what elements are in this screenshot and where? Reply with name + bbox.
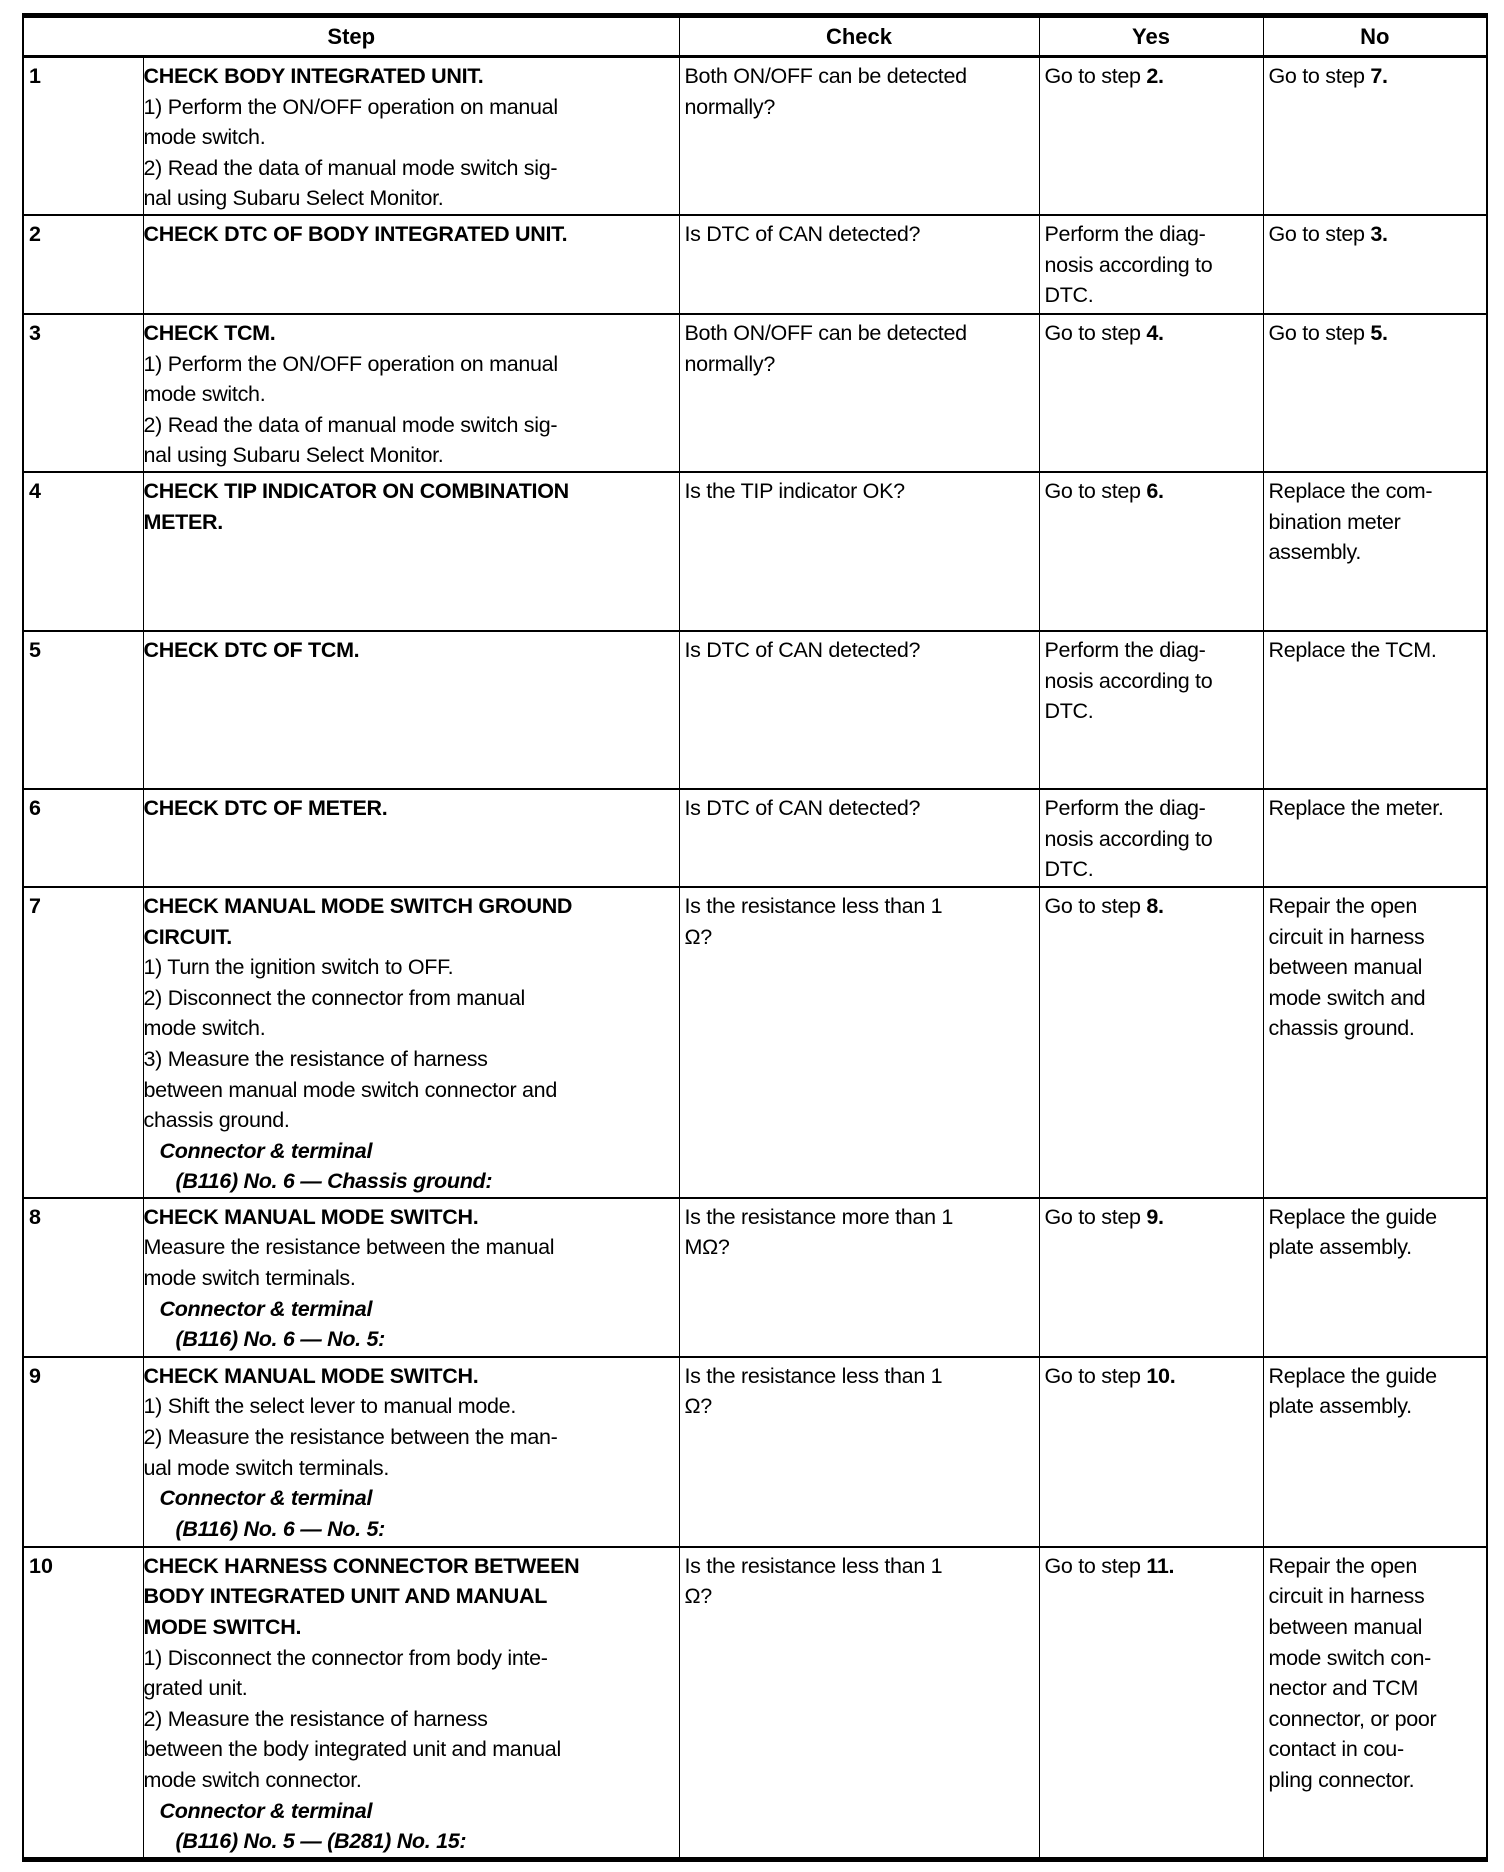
- step-cell: [143, 887, 679, 1198]
- step-line: 2) Measure the resistance of harness: [143, 1706, 488, 1731]
- header-no: No: [1263, 16, 1487, 57]
- yes-cell-line: [1045, 666, 1258, 697]
- check-line: Is DTC of CAN detected?: [684, 795, 921, 820]
- check-line: normally?: [684, 94, 776, 119]
- step-line: mode switch.: [143, 125, 266, 150]
- no-cell-text: nector and TCM: [1268, 1676, 1419, 1701]
- check-line: Is the TIP indicator OK?: [684, 478, 905, 503]
- step-line: Measure the resistance between the manual: [143, 1235, 555, 1260]
- no-cell-text: plate assembly.: [1268, 1235, 1412, 1260]
- check-cell: [679, 1547, 1039, 1859]
- check-cell: [679, 789, 1039, 887]
- no-cell-text: between manual: [1268, 955, 1423, 980]
- step-line: CHECK HARNESS CONNECTOR BETWEEN: [143, 1553, 580, 1578]
- yes-cell: [1039, 314, 1263, 472]
- check-cell: [679, 314, 1039, 472]
- step-line: (B116) No. 6 — No. 5:: [175, 1516, 386, 1541]
- no-cell-text: plate assembly.: [1268, 1394, 1412, 1419]
- step-line: Connector & terminal: [159, 1486, 373, 1511]
- yes-cell-line: [1045, 793, 1258, 824]
- header-check: Check: [679, 16, 1039, 57]
- table-row: [23, 57, 1487, 215]
- yes-cell-line: [1045, 696, 1258, 727]
- yes-cell-line: [1045, 280, 1258, 311]
- step-line: 2) Measure the resistance between the man-: [143, 1425, 558, 1450]
- no-cell: [1263, 631, 1487, 789]
- no-cell-line: [1269, 1202, 1482, 1233]
- step-line: 1) Disconnect the connector from body inte-: [143, 1645, 548, 1670]
- no-cell-line: [1269, 922, 1482, 953]
- step-cell: [143, 1547, 679, 1859]
- yes-cell-line: [1045, 318, 1258, 349]
- no-cell-text: contact in cou-: [1268, 1737, 1404, 1762]
- check-line: normally?: [684, 351, 776, 376]
- check-line: Both ON/OFF can be detected: [684, 320, 967, 345]
- no-cell-line: [1269, 1391, 1482, 1422]
- step-line: 2) Disconnect the connector from manual: [143, 985, 525, 1010]
- no-cell-line: [1269, 219, 1482, 250]
- no-cell-text: mode switch and: [1268, 985, 1426, 1010]
- diagnostic-table: [22, 13, 1488, 1862]
- step-cell: [143, 789, 679, 887]
- yes-cell-line: [1045, 219, 1258, 250]
- step-line: mode switch connector.: [143, 1768, 362, 1793]
- yes-cell-line: [1045, 1202, 1258, 1233]
- yes-cell-line: [1045, 61, 1258, 92]
- yes-cell-text: DTC.: [1044, 699, 1094, 724]
- table-row: [23, 1198, 1487, 1357]
- no-cell: [1263, 57, 1487, 215]
- yes-cell: [1039, 1198, 1263, 1357]
- table-row: [23, 887, 1487, 1198]
- no-cell-text: circuit in harness: [1268, 1584, 1425, 1609]
- step-line: nal using Subaru Select Monitor.: [143, 186, 444, 211]
- no-cell-text: Go to step: [1268, 221, 1371, 246]
- yes-cell-text: DTC.: [1044, 857, 1094, 882]
- no-cell-line: [1269, 1673, 1482, 1704]
- yes-cell-text: nosis according to: [1044, 826, 1213, 851]
- no-cell-text: assembly.: [1268, 540, 1361, 565]
- step-line: CHECK TCM.: [143, 320, 276, 345]
- yes-cell-text: Go to step: [1044, 320, 1147, 345]
- step-number: 7: [23, 887, 143, 1198]
- step-cell: [143, 631, 679, 789]
- no-cell-line: [1269, 793, 1482, 824]
- yes-cell-text: Go to step: [1044, 478, 1147, 503]
- yes-cell-line: [1045, 250, 1258, 281]
- step-line: 2) Read the data of manual mode switch sig-: [143, 412, 558, 437]
- step-line: CHECK DTC OF BODY INTEGRATED UNIT.: [143, 221, 568, 246]
- no-cell-text: Repair the open: [1268, 1553, 1417, 1578]
- no-cell-line: [1269, 1581, 1482, 1612]
- no-cell-line: [1269, 1765, 1482, 1796]
- table-row: [23, 789, 1487, 887]
- step-line: 2) Read the data of manual mode switch sig-: [143, 155, 558, 180]
- no-cell-line: [1269, 1734, 1482, 1765]
- step-line: (B116) No. 5 — (B281) No. 15:: [175, 1829, 467, 1854]
- yes-cell: [1039, 215, 1263, 314]
- step-reference: 10.: [1146, 1363, 1176, 1388]
- no-cell: [1263, 789, 1487, 887]
- no-cell: [1263, 314, 1487, 472]
- table-row: [23, 472, 1487, 631]
- step-reference: 8.: [1146, 893, 1164, 918]
- yes-cell-text: Go to step: [1044, 1363, 1147, 1388]
- no-cell-text: pling connector.: [1268, 1768, 1415, 1793]
- check-line: Is DTC of CAN detected?: [684, 637, 921, 662]
- step-cell: [143, 1357, 679, 1547]
- yes-cell-line: [1045, 1361, 1258, 1392]
- step-line: ual mode switch terminals.: [143, 1455, 390, 1480]
- check-cell: [679, 1198, 1039, 1357]
- table-body: [23, 57, 1487, 1860]
- check-cell: [679, 631, 1039, 789]
- yes-cell-text: Perform the diag-: [1044, 221, 1206, 246]
- step-line: CHECK DTC OF TCM.: [143, 637, 360, 662]
- yes-cell: [1039, 472, 1263, 631]
- check-line: MΩ?: [684, 1235, 730, 1260]
- step-reference: 2.: [1146, 64, 1164, 88]
- check-cell: [679, 57, 1039, 215]
- no-cell-line: [1269, 1551, 1482, 1582]
- step-line: CHECK MANUAL MODE SWITCH.: [143, 1363, 479, 1388]
- no-cell-line: [1269, 318, 1482, 349]
- yes-cell-line: [1045, 891, 1258, 922]
- step-number: 5: [23, 631, 143, 789]
- step-line: 1) Perform the ON/OFF operation on manual: [143, 351, 558, 376]
- step-reference: 5.: [1370, 320, 1388, 345]
- no-cell-line: [1269, 891, 1482, 922]
- no-cell-text: Replace the guide: [1268, 1204, 1437, 1229]
- step-line: (B116) No. 6 — Chassis ground:: [175, 1169, 493, 1194]
- step-line: CHECK MANUAL MODE SWITCH.: [143, 1204, 479, 1229]
- step-number: 9: [23, 1357, 143, 1547]
- no-cell-text: Go to step: [1268, 64, 1371, 88]
- step-line: between the body integrated unit and manual: [143, 1737, 561, 1762]
- yes-cell: [1039, 789, 1263, 887]
- no-cell: [1263, 887, 1487, 1198]
- no-cell-line: [1269, 507, 1482, 538]
- yes-cell-text: Go to step: [1044, 1553, 1147, 1578]
- no-cell-line: [1269, 1232, 1482, 1263]
- no-cell-line: [1269, 537, 1482, 568]
- step-number: 2: [23, 215, 143, 314]
- check-cell: [679, 887, 1039, 1198]
- step-line: MODE SWITCH.: [143, 1615, 302, 1640]
- no-cell-line: [1269, 635, 1482, 666]
- step-number: 8: [23, 1198, 143, 1357]
- step-line: CHECK BODY INTEGRATED UNIT.: [143, 64, 484, 88]
- check-line: Ω?: [684, 1394, 712, 1419]
- yes-cell-text: nosis according to: [1044, 668, 1213, 693]
- yes-cell-text: Go to step: [1044, 893, 1147, 918]
- table-row: [23, 1547, 1487, 1859]
- step-line: Connector & terminal: [159, 1798, 373, 1823]
- step-line: CHECK MANUAL MODE SWITCH GROUND: [143, 893, 573, 918]
- no-cell-text: Replace the meter.: [1268, 795, 1444, 820]
- no-cell-line: [1269, 1361, 1482, 1392]
- check-cell: [679, 1357, 1039, 1547]
- step-cell: [143, 1198, 679, 1357]
- header-yes: Yes: [1039, 16, 1263, 57]
- no-cell: [1263, 472, 1487, 631]
- step-reference: 9.: [1146, 1204, 1164, 1229]
- check-line: Ω?: [684, 1584, 712, 1609]
- no-cell: [1263, 215, 1487, 314]
- step-line: nal using Subaru Select Monitor.: [143, 443, 444, 468]
- check-line: Ω?: [684, 924, 712, 949]
- yes-cell-line: [1045, 1551, 1258, 1582]
- step-reference: 4.: [1146, 320, 1164, 345]
- no-cell: [1263, 1357, 1487, 1547]
- yes-cell: [1039, 1547, 1263, 1859]
- check-cell: [679, 472, 1039, 631]
- step-number: 4: [23, 472, 143, 631]
- step-line: CHECK TIP INDICATOR ON COMBINATION: [143, 478, 569, 503]
- yes-cell-text: Go to step: [1044, 64, 1147, 88]
- no-cell-text: Repair the open: [1268, 893, 1417, 918]
- step-line: 3) Measure the resistance of harness: [143, 1046, 488, 1071]
- step-number: 10: [23, 1547, 143, 1859]
- step-line: Connector & terminal: [159, 1138, 373, 1163]
- step-cell: [143, 215, 679, 314]
- no-cell-line: [1269, 1013, 1482, 1044]
- step-reference: 3.: [1370, 221, 1388, 246]
- yes-cell-text: Perform the diag-: [1044, 637, 1206, 662]
- no-cell-text: Replace the TCM.: [1268, 637, 1437, 662]
- no-cell: [1263, 1198, 1487, 1357]
- step-line: METER.: [143, 509, 223, 534]
- step-line: mode switch terminals.: [143, 1266, 356, 1291]
- header-row: [23, 16, 1487, 57]
- step-reference: 6.: [1146, 478, 1164, 503]
- yes-cell-line: [1045, 476, 1258, 507]
- step-line: mode switch.: [143, 382, 266, 407]
- no-cell-line: [1269, 983, 1482, 1014]
- check-line: Both ON/OFF can be detected: [684, 64, 967, 88]
- yes-cell-line: [1045, 854, 1258, 885]
- no-cell: [1263, 1547, 1487, 1859]
- table-row: [23, 1357, 1487, 1547]
- step-number: 3: [23, 314, 143, 472]
- no-cell-line: [1269, 1643, 1482, 1674]
- step-cell: [143, 472, 679, 631]
- step-cell: [143, 57, 679, 215]
- no-cell-text: circuit in harness: [1268, 924, 1425, 949]
- check-cell: [679, 215, 1039, 314]
- no-cell-text: Go to step: [1268, 320, 1371, 345]
- no-cell-text: connector, or poor: [1268, 1706, 1437, 1731]
- yes-cell: [1039, 57, 1263, 215]
- table-row: [23, 631, 1487, 789]
- step-line: CHECK DTC OF METER.: [143, 795, 388, 820]
- step-line: mode switch.: [143, 1016, 266, 1041]
- yes-cell: [1039, 631, 1263, 789]
- check-line: Is the resistance more than 1: [684, 1204, 954, 1229]
- step-line: 1) Shift the select lever to manual mode.: [143, 1394, 517, 1419]
- step-line: grated unit.: [143, 1676, 248, 1701]
- step-line: chassis ground.: [143, 1108, 290, 1133]
- no-cell-text: mode switch con-: [1268, 1645, 1431, 1670]
- step-line: 1) Turn the ignition switch to OFF.: [143, 955, 454, 980]
- no-cell-text: Replace the guide: [1268, 1363, 1437, 1388]
- no-cell-text: chassis ground.: [1268, 1016, 1415, 1041]
- step-line: BODY INTEGRATED UNIT AND MANUAL: [143, 1584, 548, 1609]
- step-reference: 11.: [1146, 1553, 1175, 1578]
- check-line: Is the resistance less than 1: [684, 893, 943, 918]
- no-cell-text: Replace the com-: [1268, 478, 1433, 503]
- no-cell-line: [1269, 952, 1482, 983]
- step-line: Connector & terminal: [159, 1296, 373, 1321]
- yes-cell-text: DTC.: [1044, 283, 1094, 308]
- no-cell-text: between manual: [1268, 1615, 1423, 1640]
- no-cell-line: [1269, 1704, 1482, 1735]
- no-cell-line: [1269, 476, 1482, 507]
- header-step: Step: [23, 16, 679, 57]
- yes-cell-text: nosis according to: [1044, 252, 1213, 277]
- step-line: CIRCUIT.: [143, 924, 232, 949]
- table-row: [23, 215, 1487, 314]
- yes-cell-line: [1045, 824, 1258, 855]
- check-line: Is the resistance less than 1: [684, 1363, 943, 1388]
- check-line: Is the resistance less than 1: [684, 1553, 943, 1578]
- yes-cell: [1039, 1357, 1263, 1547]
- check-line: Is DTC of CAN detected?: [684, 221, 921, 246]
- step-line: (B116) No. 6 — No. 5:: [175, 1327, 386, 1352]
- step-cell: [143, 314, 679, 472]
- no-cell-line: [1269, 61, 1482, 92]
- yes-cell-text: Perform the diag-: [1044, 795, 1206, 820]
- no-cell-text: bination meter: [1268, 509, 1401, 534]
- yes-cell-text: Go to step: [1044, 1204, 1147, 1229]
- step-number: 1: [23, 57, 143, 215]
- step-line: between manual mode switch connector and: [143, 1077, 557, 1102]
- step-line: 1) Perform the ON/OFF operation on manual: [143, 94, 558, 119]
- no-cell-line: [1269, 1612, 1482, 1643]
- yes-cell-line: [1045, 635, 1258, 666]
- yes-cell: [1039, 887, 1263, 1198]
- step-number: 6: [23, 789, 143, 887]
- step-reference: 7.: [1370, 64, 1388, 88]
- table-row: [23, 314, 1487, 472]
